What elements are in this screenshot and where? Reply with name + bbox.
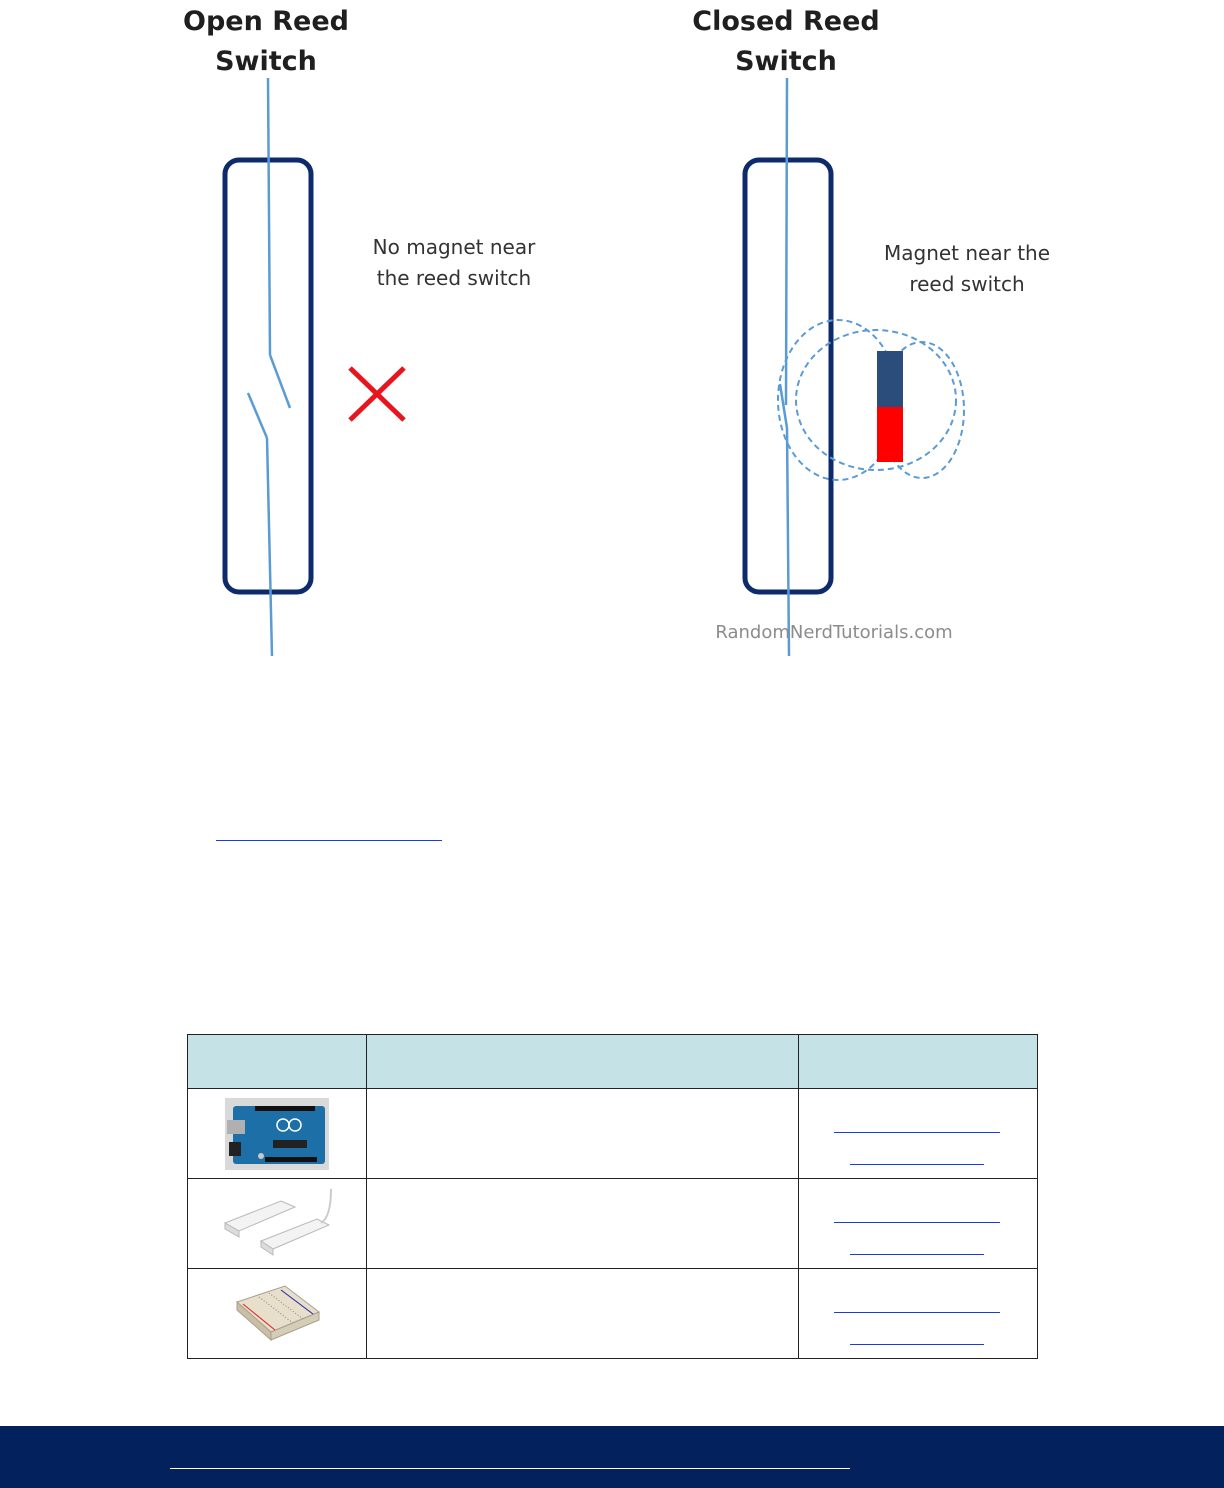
part-buy-link-2[interactable] [850,1334,984,1345]
open-reed-switch-figure [183,6,536,656]
closed-switch-title-line1: Closed Reed [692,6,880,37]
part-buy-link-1[interactable] [834,1122,1000,1133]
closed-reed-switch-figure [692,6,1050,656]
footer-link[interactable] [170,1454,850,1469]
part-buy-link-2[interactable] [850,1244,984,1255]
closed-switch-title-line2: Switch [735,46,837,77]
watermark: RandomNerdTutorials.com [715,622,953,643]
magnetic-field-lines [778,320,964,480]
open-switch-bottom-contact [248,393,267,438]
table-header-link [799,1035,1038,1089]
table-row [188,1089,1038,1179]
open-switch-note-line1: No magnet near [372,235,536,259]
arduino-uno-board-icon [225,1098,329,1170]
closed-switch-note-line2: reed switch [909,272,1025,296]
closed-switch-note-line1: Magnet near the [883,241,1051,265]
part-link-cell [799,1269,1038,1359]
table-header-row [188,1035,1038,1089]
table-row [188,1269,1038,1359]
open-switch-top-wire [268,78,270,355]
magnet-south-pole [877,407,903,462]
part-name-cell [367,1269,799,1359]
open-switch-title-line1: Open Reed [183,6,349,37]
part-link-cell [799,1179,1038,1269]
part-name-cell [367,1089,799,1179]
open-switch-top-contact [270,355,290,408]
parts-table [187,1034,1038,1359]
reed-switch-sensor-icon [221,1187,333,1261]
part-buy-link-1[interactable] [834,1302,1000,1313]
part-image-cell [188,1269,367,1359]
breadboard-icon [229,1282,325,1346]
open-switch-bottom-wire [267,438,272,656]
table-header-name [367,1035,799,1089]
part-name-cell [367,1179,799,1269]
table-header-image [188,1035,367,1089]
magnet-north-pole [877,351,903,407]
part-link-cell [799,1089,1038,1179]
magnet-icon [877,351,903,462]
no-magnet-cross-icon [350,368,404,420]
open-switch-note-line2: the reed switch [376,266,532,290]
part-buy-link-2[interactable] [850,1154,984,1165]
part-image-cell [188,1179,367,1269]
part-image-cell [188,1089,367,1179]
part-buy-link-1[interactable] [834,1212,1000,1223]
open-switch-title-line2: Switch [215,46,317,77]
article-link[interactable] [216,826,442,841]
reed-switch-diagram [0,0,1224,680]
footer-bar [0,1426,1224,1488]
table-row [188,1179,1038,1269]
